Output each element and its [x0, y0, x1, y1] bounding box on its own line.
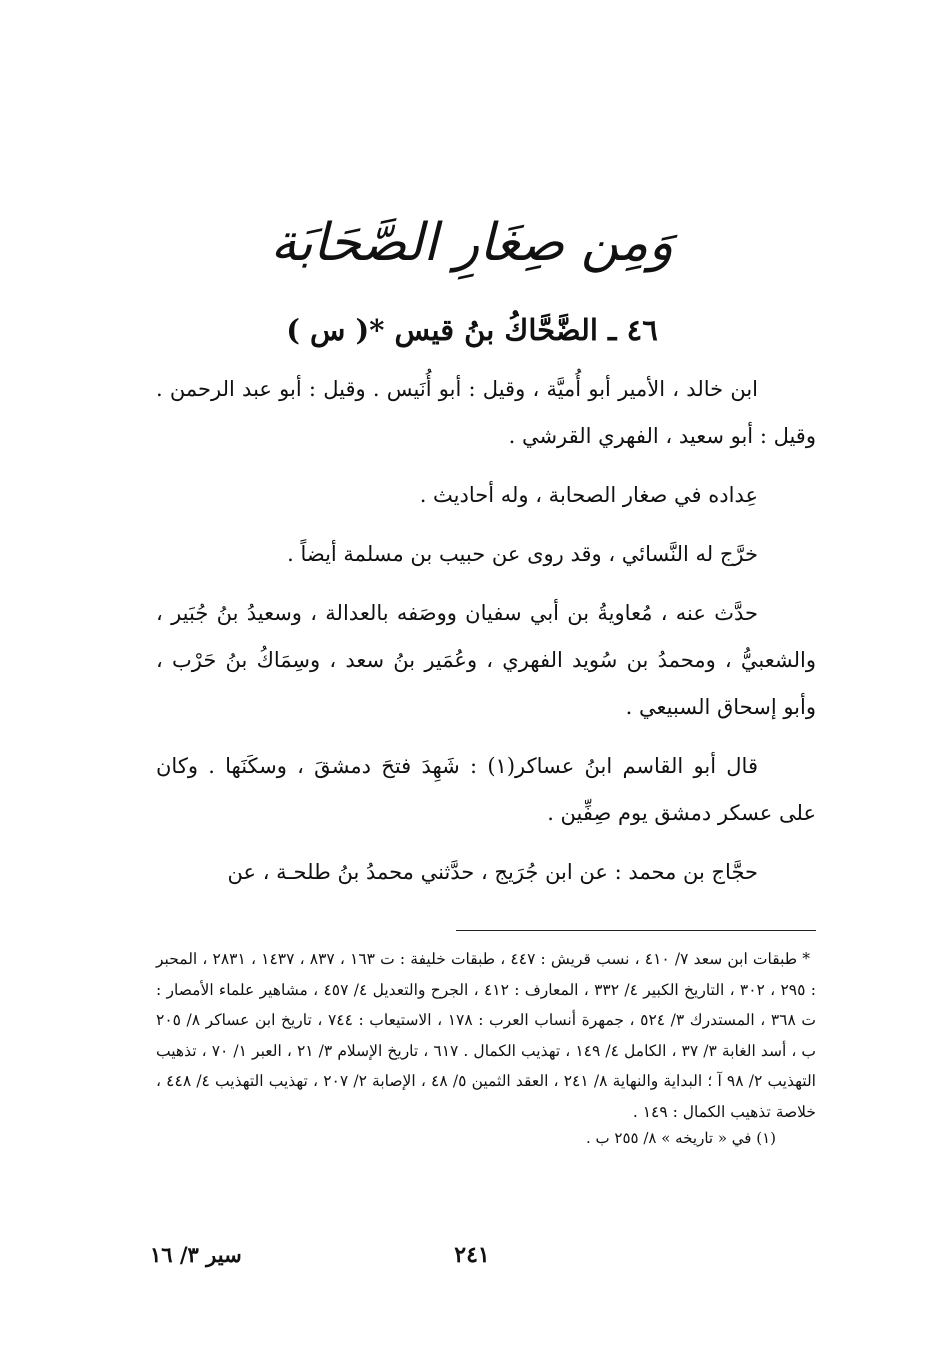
footnote-separator [456, 930, 816, 931]
paragraph-hajjaj: حجَّاج بن محمد : عن ابن جُرَيج ، حدَّثني محمدُ بنُ طلحـة ، عن [227, 860, 758, 884]
paragraph-lineage: ابن خالد ، الأمير أبو أُميَّة ، وقيل : أبو أُنَيس . وقيل : أبو عبد الرحمن . وقيل : أبو سعيد ، الفهري القرشي . [156, 377, 816, 448]
paragraph-companions: عِداده في صغار الصحابة ، وله أحاديث . [419, 483, 758, 507]
footnote-sources: * طبقات ابن سعد ٧/ ٤١٠ ، نسب قريش : ٤٤٧ ، طبقات خليفة : ت ١٦٣ ، ٨٣٧ ، ١٤٣٧ ، ٢٨٣١ ، المحبر : ٢٩٥ ، ٣٠٢ ، التاريخ الكبير ٤/ ٣٣٢ ، المعارف : ٤١٢ ، الجرح والتعديل ٤/ ٤٥٧ ، مشاهير علماء الأمصار : ت ٣٦٨ ، المستدرك ٣/ ٥٢٤ ، جمهرة أنساب العرب : ١٧٨ ، الاستيعاب : ٧٤٤ ، تاريخ ابن عساكر ٨/ ٢٠٥ ب ، أسد الغابة ٣/ ٣٧ ، الكامل ٤/ ١٤٩ ، تهذيب الكمال . ٦١٧ ، تاريخ الإسلام ٣/ ٢١ ، العبر ١/ ٧٠ ، تذهيب التهذيب ٢/ ٩٨ آ ؛ البداية والنهاية ٨/ ٢٤١ ، العقد الثمين ٥/ ٤٨ ، الإصابة ٢/ ٢٠٧ ، تهذيب التهذيب ٤/ ٤٤٨ ، خلاصة تذهيب الكمال : ١٤٩ . [156, 950, 817, 1121]
body-text [156, 366, 816, 908]
section-title: وَمِن صِغَارِ الصَّحَابَة [270, 213, 674, 273]
paragraph-narrators: حدَّث عنه ، مُعاويةُ بن أبي سفيان ووصَفه بالعدالة ، وسعيدُ بنُ جُبَير ، والشعبيُّ ، ومحمدُ بن سُويد الفهري ، وعُمَير بنُ سعد ، وسِمَاكُ بنُ حَرْب ، وأبو إسحاق السبيعي . [156, 601, 816, 719]
entry-heading: ٤٦ ـ الضَّحَّاكُ بنُ قيس *( س ) [286, 313, 658, 347]
paragraph-nasai: خرَّج له النَّسائي ، وقد روى عن حبيب بن مسلمة أيضاً . [287, 542, 758, 566]
footnote-one: (١) في « تاريخه » ٨/ ٢٥٥ ب . [585, 1129, 776, 1147]
printer-signature: سير ٣/ ١٦ [150, 1242, 242, 1267]
page-number: ٢٤١ [454, 1242, 490, 1268]
footnotes [156, 944, 816, 1154]
paragraph-ibn-asakir: قال أبو القاسم ابنُ عساكر(١) : شَهِدَ فتحَ دمشقَ ، وسكَنَها . وكان على عسكر دمشق يوم صِفِّين . [156, 754, 816, 825]
